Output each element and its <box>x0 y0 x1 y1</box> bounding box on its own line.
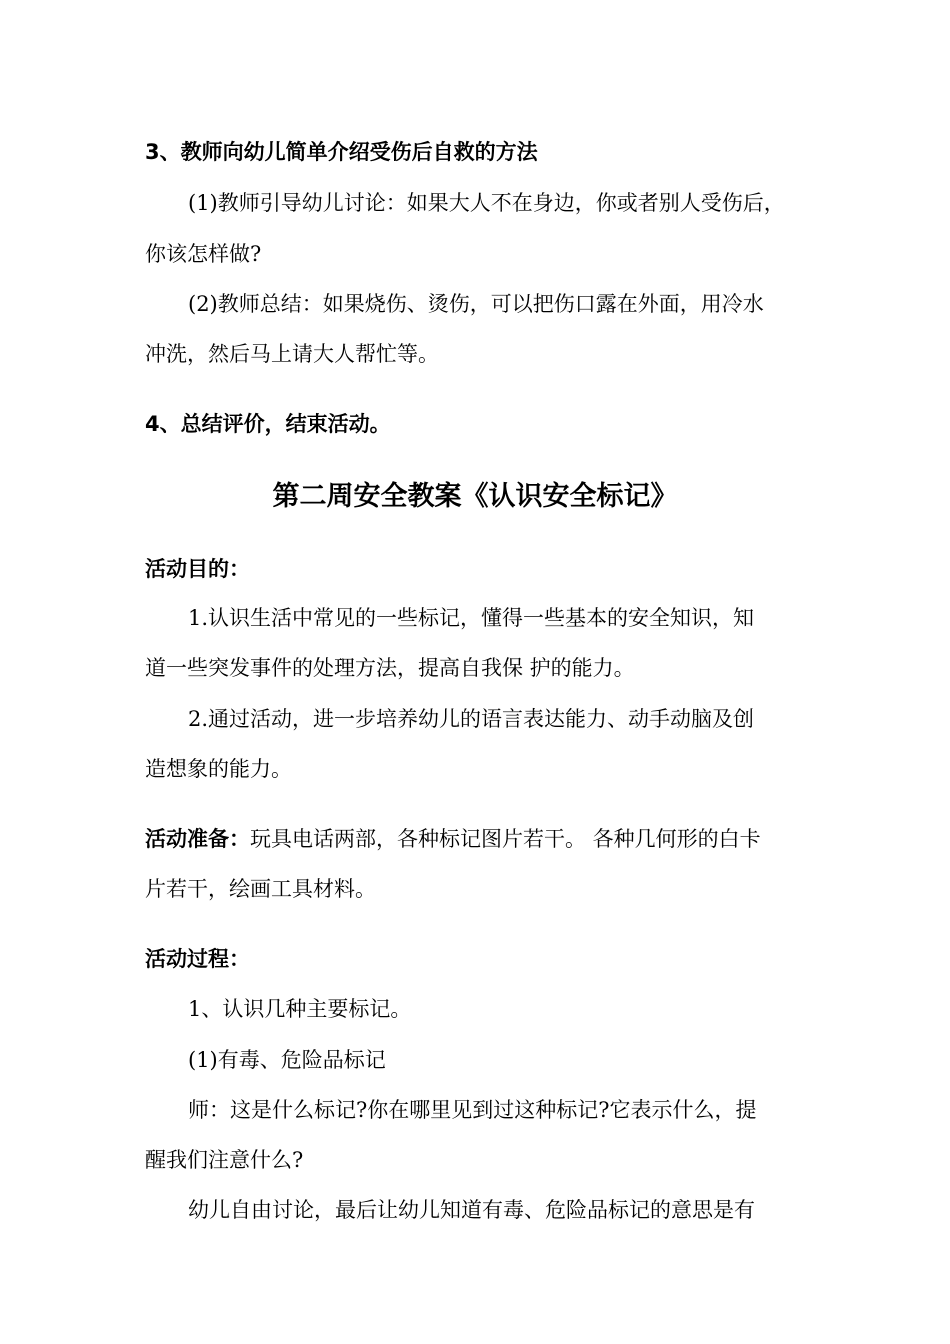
process-label: 活动过程： <box>145 947 250 971</box>
section-heading-4: 4、总结评价，结束活动。 <box>145 412 391 436</box>
goal-label: 活动目的： <box>145 557 250 581</box>
paragraph-line: 冲洗，然后马上请大人帮忙等。 <box>145 342 439 366</box>
prep-line <box>145 824 761 854</box>
paragraph-line: 你该怎样做? <box>145 242 262 266</box>
paragraph-line: 道一些突发事件的处理方法，提高自我保 护的能力。 <box>145 656 635 680</box>
lesson-title: 第二周安全教案《认识安全标记》 <box>272 481 678 512</box>
paragraph-line: 片若干，绘画工具材料。 <box>145 877 376 901</box>
prep-label: 活动准备： <box>145 827 250 851</box>
paragraph-line: 2.通过活动，进一步培养幼儿的语言表达能力、动手动脑及创 <box>188 707 755 731</box>
prep-text: 玩具电话两部，各种标记图片若干。 各种几何形的白卡 <box>250 827 761 851</box>
paragraph-line: (1)有毒、危险品标记 <box>188 1048 386 1072</box>
paragraph-line: (2)教师总结：如果烧伤、烫伤，可以把伤口露在外面，用冷水 <box>188 292 764 316</box>
paragraph-line: 幼儿自由讨论，最后让幼儿知道有毒、危险品标记的意思是有 <box>188 1198 755 1222</box>
paragraph-line: 造想象的能力。 <box>145 757 292 781</box>
section-heading-3: 3、教师向幼儿简单介绍受伤后自救的方法 <box>145 140 538 164</box>
paragraph-line: 1.认识生活中常见的一些标记，懂得一些基本的安全知识，知 <box>188 606 755 630</box>
paragraph-line: 师：这是什么标记?你在哪里见到过这种标记?它表示什么，提 <box>188 1098 757 1122</box>
paragraph-line: 1、认识几种主要标记。 <box>188 997 412 1021</box>
paragraph-line: (1)教师引导幼儿讨论：如果大人不在身边，你或者别人受伤后， <box>188 191 785 215</box>
paragraph-line: 醒我们注意什么? <box>145 1148 304 1172</box>
